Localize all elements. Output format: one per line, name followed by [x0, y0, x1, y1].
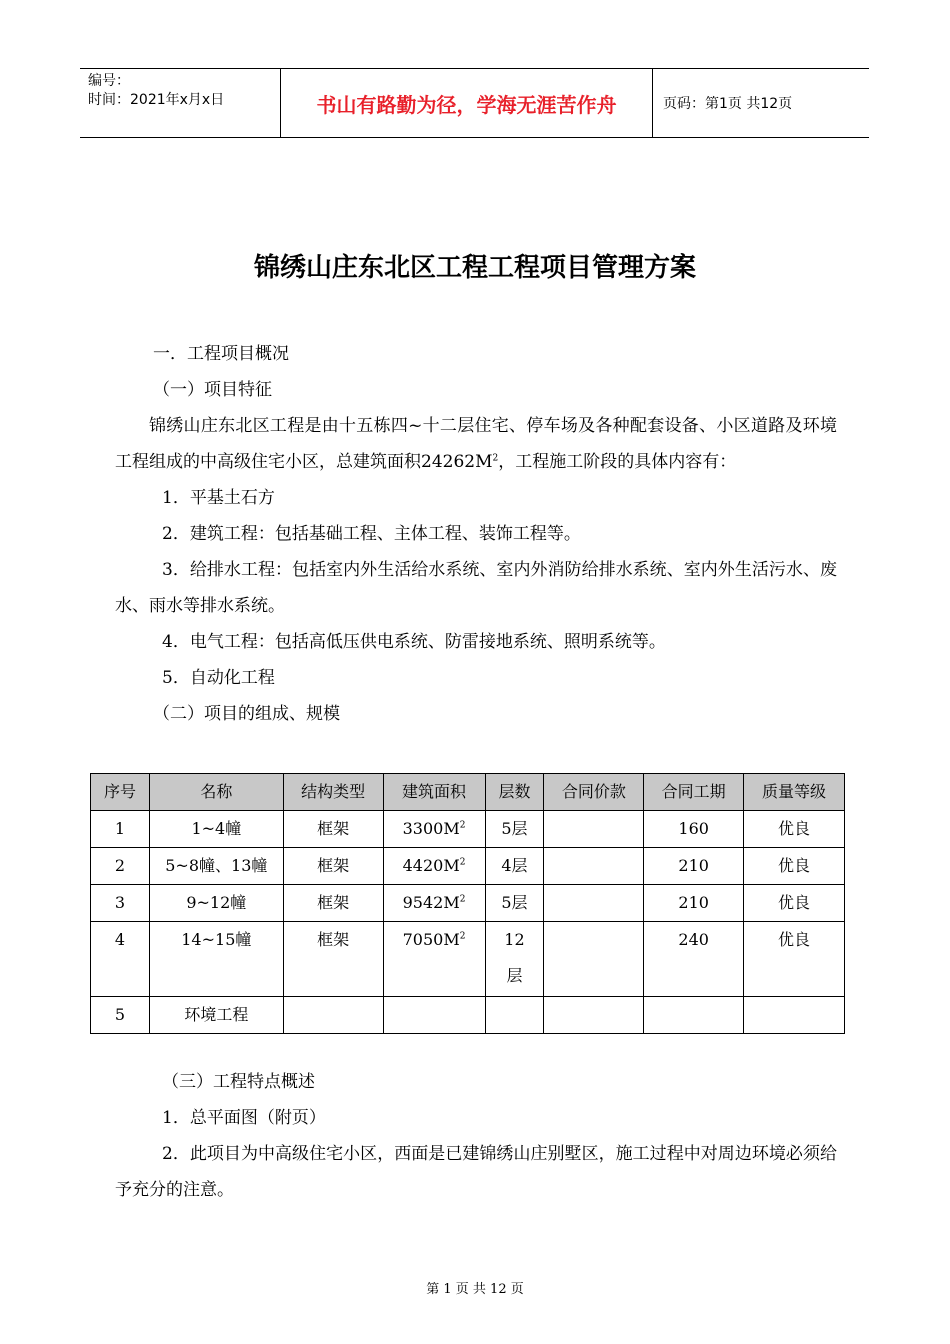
column-header: 层数 [485, 774, 544, 811]
column-header: 合同工期 [644, 774, 744, 811]
list-item: 1．总平面图（附页） [162, 1108, 326, 1128]
cell-no: 3 [91, 885, 150, 922]
table-header-row [91, 774, 845, 811]
superscript: 2 [459, 931, 466, 942]
cell-floors [485, 997, 544, 1034]
table-row [91, 997, 845, 1034]
cell-area [383, 811, 485, 848]
cell-name: 9~12幢 [149, 885, 283, 922]
cell-period: 240 [644, 922, 744, 997]
list-item: 3．给排水工程：包括室内外生活给水系统、室内外消防给排水系统、室内外生活污水、废水、雨水等排水系统。 [115, 560, 837, 616]
time-label: 时间：2021年x月x日 [88, 92, 225, 108]
subsection-heading: （二）项目的组成、规模 [153, 704, 340, 724]
table-row [91, 922, 845, 997]
cell-area [383, 997, 485, 1034]
document-body [115, 336, 837, 732]
area-value: 4420M [402, 856, 460, 875]
cell-name: 5~8幢、13幢 [149, 848, 283, 885]
column-header: 质量等级 [744, 774, 845, 811]
cell-quality: 优良 [744, 922, 845, 997]
cell-name: 环境工程 [149, 997, 283, 1034]
table-row [91, 848, 845, 885]
cell-quality: 优良 [744, 811, 845, 848]
column-header: 序号 [91, 774, 150, 811]
cell-no: 4 [91, 922, 150, 997]
number-label: 编号： [88, 73, 130, 89]
project-table [90, 773, 845, 1034]
cell-area [383, 885, 485, 922]
subsection-heading: （一）项目特征 [153, 380, 272, 400]
cell-price [544, 922, 644, 997]
document-body-continued [115, 1064, 837, 1208]
cell-price [544, 885, 644, 922]
cell-period [644, 997, 744, 1034]
overview-text: 锦绣山庄东北区工程是由十五栋四~十二层住宅、停车场及各种配套设备、小区道路及环境工程组成的中高级住宅小区，总建筑面积24262M [115, 416, 837, 472]
area-value: 3300M [402, 819, 460, 838]
cell-area [383, 848, 485, 885]
list-item: 1．平基土石方 [162, 488, 275, 508]
cell-price [544, 997, 644, 1034]
area-value: 7050M [402, 930, 460, 949]
header-meta [80, 69, 281, 137]
subsection-heading: （三）工程特点概述 [162, 1072, 315, 1092]
column-header: 合同价款 [544, 774, 644, 811]
document-title: 锦绣山庄东北区工程工程项目管理方案 [253, 253, 696, 283]
header-page-info: 页码：第1页 共12页 [663, 96, 793, 112]
list-item: 5．自动化工程 [162, 668, 275, 688]
cell-name: 1~4幢 [149, 811, 283, 848]
cell-quality: 优良 [744, 848, 845, 885]
overview-text-end: ，工程施工阶段的具体内容有： [498, 452, 737, 472]
superscript: 2 [459, 857, 466, 868]
cell-struct [283, 997, 383, 1034]
cell-quality: 优良 [744, 885, 845, 922]
cell-struct: 框架 [283, 922, 383, 997]
cell-floors: 5层 [485, 811, 544, 848]
superscript: 2 [459, 894, 466, 905]
cell-struct: 框架 [283, 885, 383, 922]
floors-line: 层 [506, 966, 523, 985]
cell-period: 210 [644, 885, 744, 922]
header-motto: 书山有路勤为径，学海无涯苦作舟 [281, 69, 653, 137]
table-row [91, 885, 845, 922]
list-item: 2．此项目为中高级住宅小区，西面是已建锦绣山庄别墅区，施工过程中对周边环境必须给予充分的注意。 [115, 1144, 837, 1200]
page-footer: 第 1 页 共 12 页 [426, 1282, 524, 1297]
column-header: 名称 [149, 774, 283, 811]
floors-line: 12 [504, 930, 525, 949]
cell-no: 1 [91, 811, 150, 848]
cell-floors [485, 922, 544, 997]
cell-period: 210 [644, 848, 744, 885]
cell-period: 160 [644, 811, 744, 848]
cell-struct: 框架 [283, 811, 383, 848]
superscript: 2 [492, 453, 499, 464]
cell-price [544, 811, 644, 848]
table-row [91, 811, 845, 848]
list-item: 4．电气工程：包括高低压供电系统、防雷接地系统、照明系统等。 [162, 632, 666, 652]
cell-area [383, 922, 485, 997]
superscript: 2 [459, 820, 466, 831]
cell-struct: 框架 [283, 848, 383, 885]
cell-floors: 5层 [485, 885, 544, 922]
page-header [80, 68, 869, 138]
cell-floors: 4层 [485, 848, 544, 885]
section-heading: 一．工程项目概况 [153, 344, 289, 364]
paragraph-overview [115, 408, 837, 480]
cell-quality [744, 997, 845, 1034]
cell-name: 14~15幢 [149, 922, 283, 997]
list-item: 2．建筑工程：包括基础工程、主体工程、装饰工程等。 [162, 524, 581, 544]
cell-no: 2 [91, 848, 150, 885]
column-header: 结构类型 [283, 774, 383, 811]
area-value: 9542M [402, 893, 460, 912]
column-header: 建筑面积 [383, 774, 485, 811]
cell-price [544, 848, 644, 885]
cell-no: 5 [91, 997, 150, 1034]
